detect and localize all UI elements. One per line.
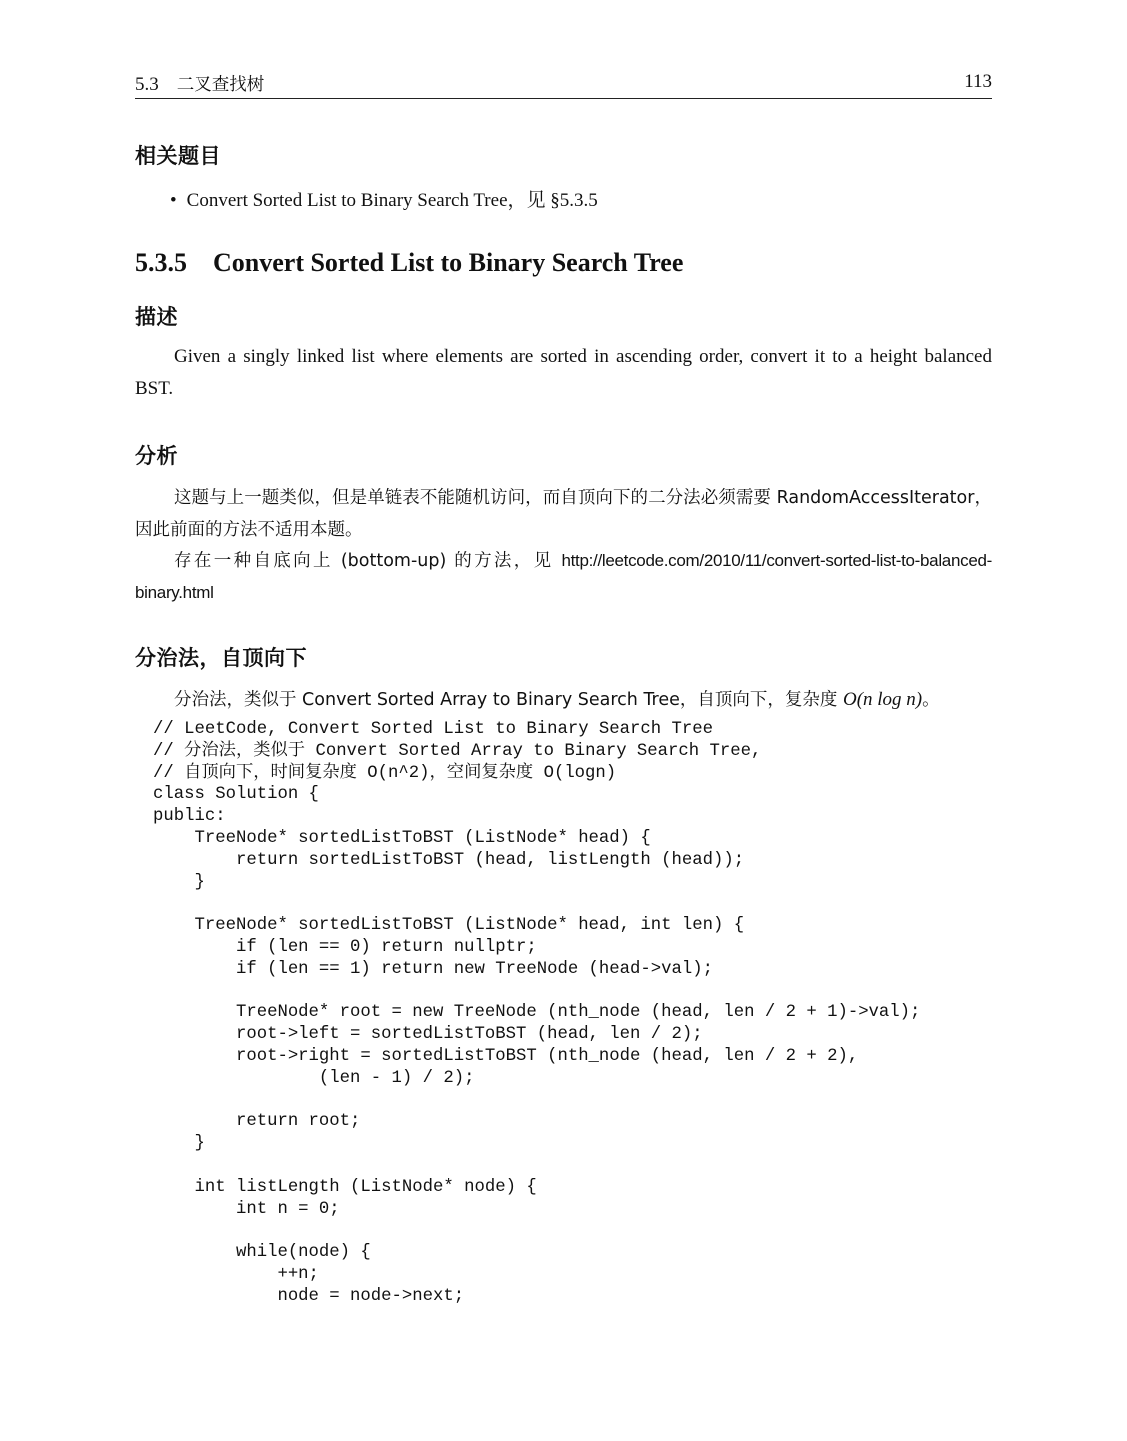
divide-paragraph-suffix: 。 [922,690,940,710]
code-line: node = node->next; [153,1286,465,1306]
code-line [153,1155,920,1177]
description-heading: 描述 [135,305,178,329]
bullet-symbol: • [170,190,177,211]
code-line: while(node) { [153,1243,371,1263]
analysis-paragraph-1: 这题与上一题类似，但是单链表不能随机访问，而自顶向下的二分法必须需要 RandomAccessIterator，因此前面的方法不适用本题。 [135,488,992,540]
divide-paragraph [135,684,992,716]
code-line: ++n; [153,1264,319,1284]
code-line [153,893,920,915]
code-line: class Solution { [153,785,319,805]
code-line: public: [153,807,226,827]
related-item-text: Convert Sorted List to Binary Search Tree，见 §5.3.5 [186,190,598,211]
complexity-formula: O(n log n) [842,689,923,710]
code-block [153,719,920,1308]
header-section-title: 二叉查找树 [176,75,265,95]
related-list-item [170,185,598,212]
analysis-heading: 分析 [135,444,178,468]
code-line: // 自顶向下，时间复杂度 O(n^2)，空间复杂度 O(logn) [153,763,617,783]
code-line: // 分治法，类似于 Convert Sorted Array to Binary Search Tree, [153,741,762,761]
running-header [135,68,992,99]
page-number: 113 [964,71,992,92]
code-line: TreeNode* root = new TreeNode (nth_node (head, len / 2 + 1)->val); [153,1003,921,1023]
analysis-link[interactable]: http://leetcode.com/2010/11/convert-sorted-list-to-balanced-binary.html [135,551,992,602]
code-line: (len - 1) / 2); [153,1068,475,1088]
code-line: root->right = sortedListToBST (nth_node (head, len / 2 + 2), [153,1046,859,1066]
related-heading: 相关题目 [135,144,221,168]
code-line: int listLength (ListNode* node) { [153,1177,537,1197]
header-section [135,71,264,96]
code-line: return sortedListToBST (head, listLength (head)); [153,850,745,870]
divide-paragraph-text: 分治法，类似于 Convert Sorted Array to Binary Search Tree，自顶向下，复杂度 [174,690,843,710]
code-line: return root; [153,1112,361,1132]
code-line: root->left = sortedListToBST (head, len / 2); [153,1025,703,1045]
code-line: if (len == 0) return nullptr; [153,937,537,957]
divide-heading: 分治法，自顶向下 [135,646,307,670]
description-paragraph: Given a singly linked list where elements are sorted in ascending order, convert it to a height balanced BST. [135,346,992,399]
code-line [153,1090,920,1112]
code-line [153,981,920,1003]
header-section-number: 5.3 [135,74,159,95]
code-line: } [153,872,205,892]
code-line: } [153,1134,205,1154]
code-line: int n = 0; [153,1199,340,1219]
analysis-paragraph-2-text: 存在一种自底向上 (bottom-up) 的方法，见 [174,551,562,571]
code-line: TreeNode* sortedListToBST (ListNode* head, int len) { [153,916,745,936]
code-line: // LeetCode, Convert Sorted List to Binary Search Tree [153,720,714,739]
section-title [135,248,683,278]
section-number: 5.3.5 [135,248,187,277]
code-line: TreeNode* sortedListToBST (ListNode* head) { [153,828,651,848]
section-title-text: Convert Sorted List to Binary Search Tree [213,248,684,277]
code-line: if (len == 1) return new TreeNode (head->val); [153,959,714,979]
code-line [153,1220,920,1242]
analysis-paragraph-2 [135,545,992,609]
